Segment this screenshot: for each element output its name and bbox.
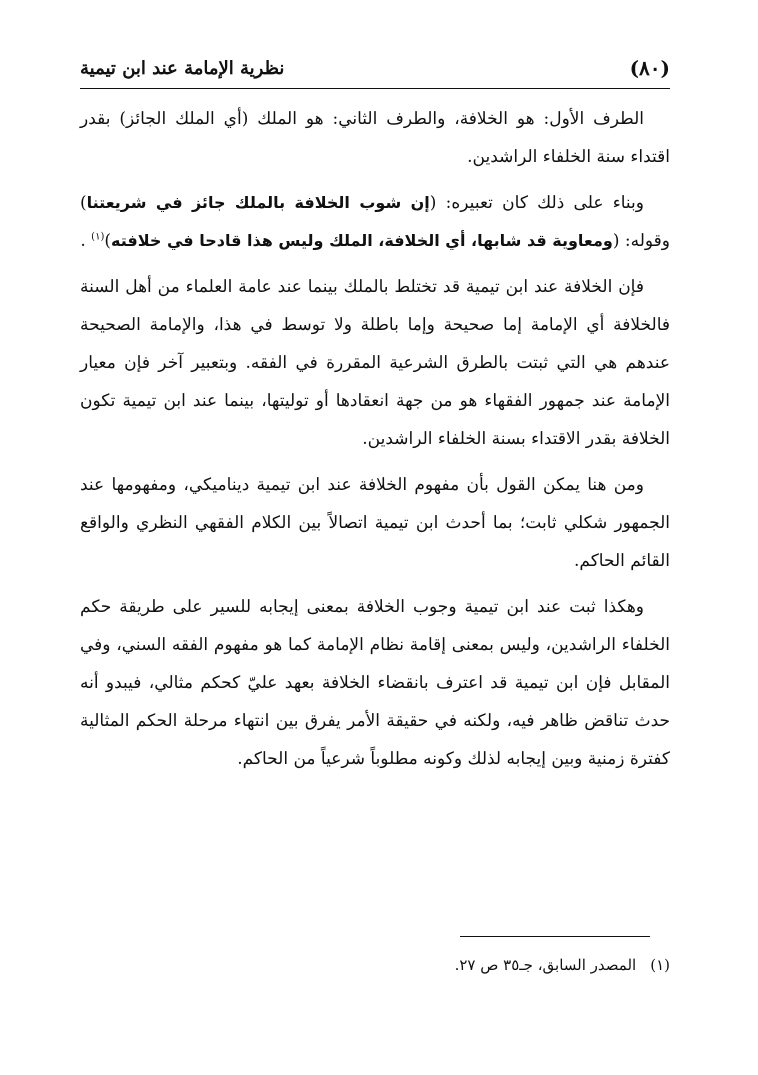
page-number: (٨٠) — [629, 56, 670, 80]
quote-1: إن شوب الخلافة بالملك جائز في شريعتنا — [86, 193, 430, 212]
paragraph-3: فإن الخلافة عند ابن تيمية قد تختلط بالملك بينما عند عامة العلماء من أهل السنة فالخلافة أي الإمامة إما صحيحة وإما باطلة ولا توسط في هذا، والإمامة الصحيحة عندهم هي التي ثبتت بالطرق الشرعية المقررة في الفقه. وبتعبير آخر فإن معيار الإمامة عند جمهور الفقهاء هو من جهة انعقادها أو توليتها، بينما عند ابن تيمية تكون الخلافة بقدر الاقتداء بسنة الخلفاء الراشدين. — [80, 277, 670, 449]
p2-end: . — [80, 231, 86, 251]
quote-2: ومعاوية قد شابها، أي الخلافة، الملك وليس هذا قادحا في خلافته — [111, 231, 613, 250]
page-header — [80, 52, 670, 89]
p2-lead: وبناء على ذلك كان تعبيره: ( — [429, 193, 644, 213]
paragraph-1: الطرف الأول: هو الخلافة، والطرف الثاني: هو الملك (أي الملك الجائز) بقدر اقتداء سنة الخلفاء الراشدين. — [80, 109, 670, 167]
footnote — [80, 952, 670, 978]
body-text — [80, 100, 670, 786]
paragraph-5: وهكذا ثبت عند ابن تيمية وجوب الخلافة بمعنى إيجابه للسير على طريقة حكم الخلفاء الراشدين، وليس بمعنى إقامة نظام الإمامة كما هو مفهوم الفقه السني، وفي المقابل فإن ابن تيمية قد اعترف بانقضاء الخلافة بعهد عليّ كحكم مثالي، فيبدو أنه حدث تناقض ظاهر فيه، ولكنه في حقيقة الأمر يفرق بين انتهاء مرحلة الحكم المثالية كفترة زمنية وبين إيجابه لذلك وكونه مطلوباً شرعياً من الحاكم. — [80, 597, 670, 769]
paragraph-2 — [80, 184, 670, 260]
p2-tail: ) — [104, 231, 111, 251]
p2-mid: ) وقوله: ( — [80, 193, 670, 251]
paragraph-4: ومن هنا يمكن القول بأن مفهوم الخلافة عند ابن تيمية ديناميكي، ومفهومها عند الجمهور شكلي ثابت؛ بما أحدث ابن تيمية اتصالاً بين الكلام الفقهي النظري والواقع القائم الحاكم. — [80, 475, 670, 571]
footnote-divider — [460, 936, 650, 937]
footnote-text: المصدر السابق، جـ٣٥ ص ٢٧. — [454, 956, 637, 974]
footnote-number: (١) — [650, 956, 670, 974]
running-title: نظرية الإمامة عند ابن تيمية — [80, 58, 285, 79]
footnote-ref[interactable]: (١) — [91, 231, 105, 243]
